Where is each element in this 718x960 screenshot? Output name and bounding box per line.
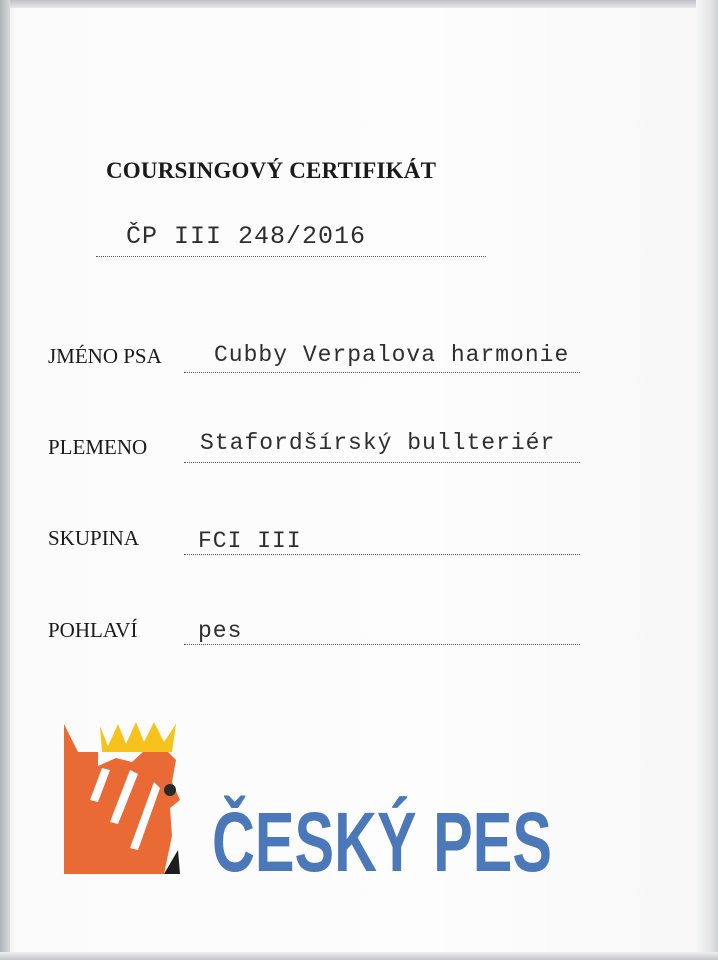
cesky-pes-logo (60, 718, 560, 889)
dog-name-line (184, 342, 580, 373)
dog-name-value: Cubby Verpalova harmonie (214, 342, 570, 368)
logo-wordmark: ČESKÝ PES (212, 795, 552, 889)
scan-edge-right (696, 0, 718, 960)
breed-label: PLEMENO (48, 435, 148, 459)
group-line (184, 524, 580, 555)
emblem-crown (100, 722, 176, 752)
group-value: FCI III (198, 528, 302, 554)
sex-line (184, 614, 580, 645)
cesky-pes-lion-emblem-icon (64, 722, 180, 874)
certificate-number: ČP III 248/2016 (126, 222, 367, 251)
sex-value: pes (198, 618, 243, 644)
scan-edge-left (0, 0, 10, 960)
scan-edge-top (0, 0, 718, 8)
scan-edge-bottom (0, 952, 718, 960)
dog-name-label: JMÉNO PSA (48, 344, 162, 368)
sex-label: POHLAVÍ (48, 618, 138, 642)
emblem-eye (164, 784, 176, 796)
certificate-title: COURSINGOVÝ CERTIFIKÁT (106, 158, 437, 183)
breed-line (184, 432, 580, 463)
certificate-number-line (96, 222, 486, 257)
breed-value: Stafordšírský bullteriér (200, 430, 556, 456)
group-label: SKUPINA (48, 526, 140, 550)
